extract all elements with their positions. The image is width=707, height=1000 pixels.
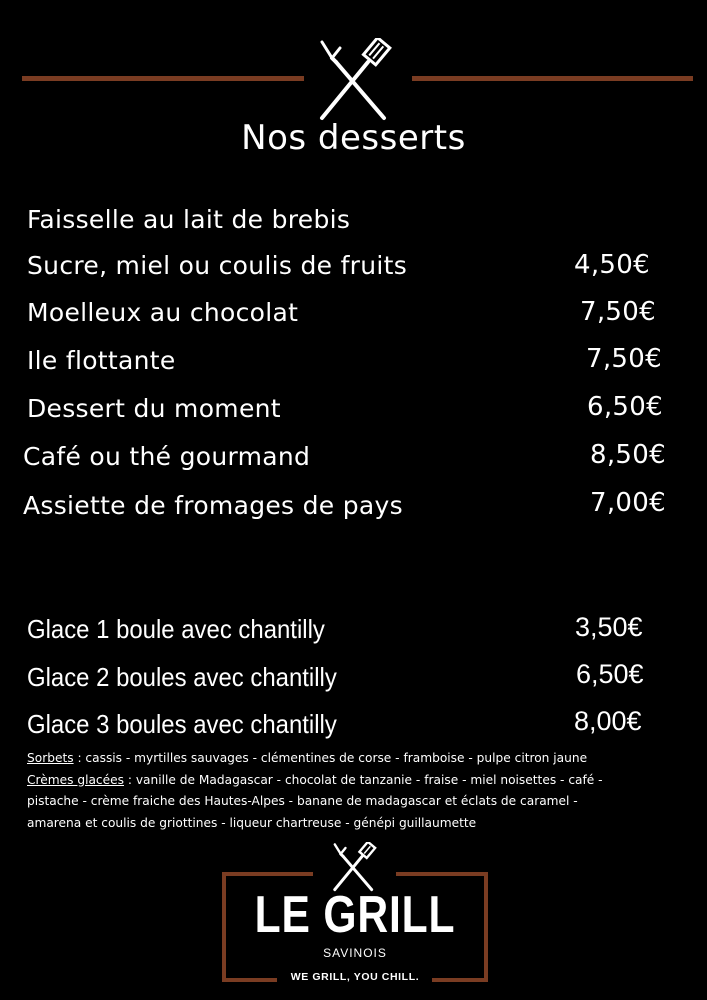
dessert-name: Café ou thé gourmand (23, 442, 311, 471)
sorbets-text: : cassis - myrtilles sauvages - clémentines de corse - framboise - pulpe citron jaune (73, 751, 588, 765)
dessert-name: Sucre, miel ou coulis de fruits (27, 251, 408, 280)
cremes-line-3: amarena et coulis de griottines - liqueur chartreuse - génépi guillaumette (27, 815, 477, 830)
header-rule-left (22, 76, 304, 81)
glace-name: Glace 1 boule avec chantilly (27, 614, 325, 644)
dessert-name: Assiette de fromages de pays (23, 491, 403, 520)
dessert-price: 8,50€ (590, 440, 666, 470)
crossed-fork-and-spatula-icon (316, 38, 396, 122)
header-rule-right (412, 76, 693, 81)
cremes-line (27, 770, 687, 792)
dessert-name: Faisselle au lait de brebis (27, 205, 351, 234)
logo-frame-left (222, 872, 226, 982)
dessert-name: Moelleux au chocolat (27, 298, 299, 327)
dessert-price: 7,50€ (586, 344, 662, 374)
sorbets-line (27, 748, 687, 770)
glace-price: 6,50€ (576, 659, 644, 689)
logo-name: LE GRILL (254, 886, 456, 944)
page-title: Nos desserts (241, 118, 466, 158)
dessert-name: Dessert du moment (27, 394, 281, 423)
sorbets-label: Sorbets (27, 751, 74, 765)
cremes-label: Crèmes glacées (27, 772, 124, 787)
logo-frame-top-right (396, 872, 488, 876)
cremes-text: : vanille de Madagascar - chocolat de tanzanie - fraise - miel noisettes - café - (123, 772, 603, 787)
logo-subtitle: SAVINOIS (323, 946, 387, 960)
glace-name: Glace 2 boules avec chantilly (27, 662, 337, 692)
logo-crossed-tools-icon (331, 842, 379, 892)
dessert-price: 6,50€ (587, 392, 663, 422)
dessert-price: 7,00€ (590, 488, 666, 518)
glace-name: Glace 3 boules avec chantilly (27, 709, 337, 739)
glace-price: 8,00€ (574, 706, 642, 736)
glace-price: 3,50€ (575, 612, 643, 642)
dessert-name: Ile flottante (27, 346, 176, 375)
dessert-price: 7,50€ (580, 297, 656, 327)
logo-frame-right (484, 872, 488, 982)
cremes-line-2: pistache - crème fraiche des Hautes-Alpes - banane de madagascar et éclats de caramel - (27, 794, 578, 808)
dessert-price: 4,50€ (574, 250, 650, 280)
logo-tagline: WE GRILL, YOU CHILL. (290, 971, 420, 983)
logo-frame-top-left (222, 872, 313, 876)
flavour-notes (27, 748, 687, 834)
